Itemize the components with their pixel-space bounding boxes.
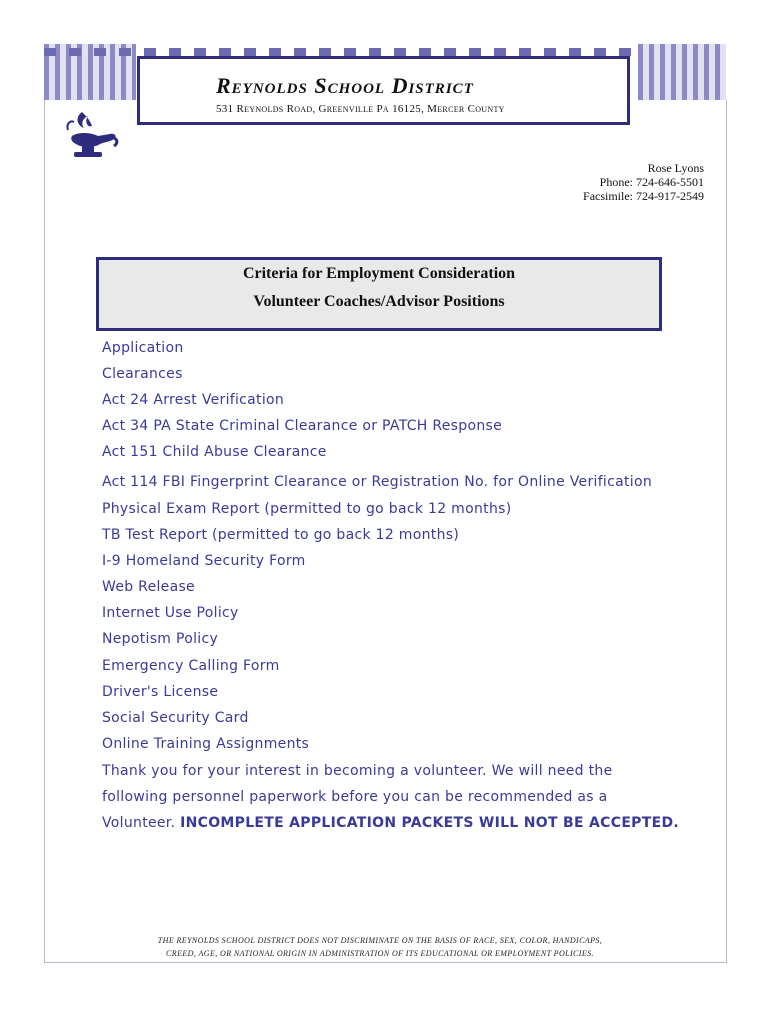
list-item: Physical Exam Report (permitted to go back 12 months) (102, 501, 512, 517)
list-item: Act 34 PA State Criminal Clearance or PATCH Response (102, 418, 503, 434)
contact-fax: Facsimile: 724-917-2549 (583, 189, 704, 203)
contact-phone: Phone: 724-646-5501 (599, 175, 704, 189)
title-box (96, 257, 662, 331)
letterhead-box (137, 56, 630, 125)
list-item: Act 151 Child Abuse Clearance (102, 444, 327, 460)
list-item: TB Test Report (permitted to go back 12 months) (102, 527, 460, 543)
list-item: Driver's License (102, 684, 219, 700)
list-item: Online Training Assignments (102, 736, 310, 752)
nondiscrimination-footer (120, 934, 640, 960)
incomplete-warning: INCOMPLETE APPLICATION PACKETS WILL NOT BE ACCEPTED. (180, 815, 680, 831)
contact-block (583, 161, 704, 203)
contact-name: Rose Lyons (647, 161, 704, 175)
lamp-of-learning-icon (64, 106, 124, 164)
district-name: Reynolds School District (216, 73, 474, 98)
closing-line-3-prefix: Volunteer. (102, 815, 181, 831)
page-title: Criteria for Employment Consideration (242, 265, 516, 282)
district-address: 531 Reynolds Road, Greenville Pa 16125, Mercer County (216, 103, 505, 115)
stripe-top (44, 48, 726, 56)
list-item: Web Release (102, 579, 195, 595)
list-item: Act 24 Arrest Verification (102, 392, 285, 408)
list-item: Clearances (102, 366, 183, 382)
stripe-right (638, 44, 726, 100)
page-subtitle: Volunteer Coaches/Advisor Positions (253, 293, 505, 310)
list-item: Emergency Calling Form (102, 658, 280, 674)
list-item: I-9 Homeland Security Form (102, 553, 306, 569)
closing-line-1: Thank you for your interest in becoming a volunteer. We will need the (102, 763, 613, 779)
list-item: Social Security Card (102, 710, 249, 726)
closing-line-3 (102, 815, 679, 831)
footer-line-2: CREED, AGE, OR NATIONAL ORIGIN IN ADMINISTRATION OF ITS EDUCATIONAL OR EMPLOYMENT POLICIES. (166, 949, 594, 958)
footer-line-1: THE REYNOLDS SCHOOL DISTRICT DOES NOT DISCRIMINATE ON THE BASIS OF RACE, SEX, COLOR, HANDICAPS, (157, 936, 603, 945)
list-item: Act 114 FBI Fingerprint Clearance or Registration No. for Online Verification (102, 474, 653, 490)
list-item: Nepotism Policy (102, 631, 219, 647)
list-item: Application (102, 340, 184, 356)
closing-line-2: following personnel paperwork before you can be recommended as a (102, 789, 608, 805)
list-item: Internet Use Policy (102, 605, 239, 621)
